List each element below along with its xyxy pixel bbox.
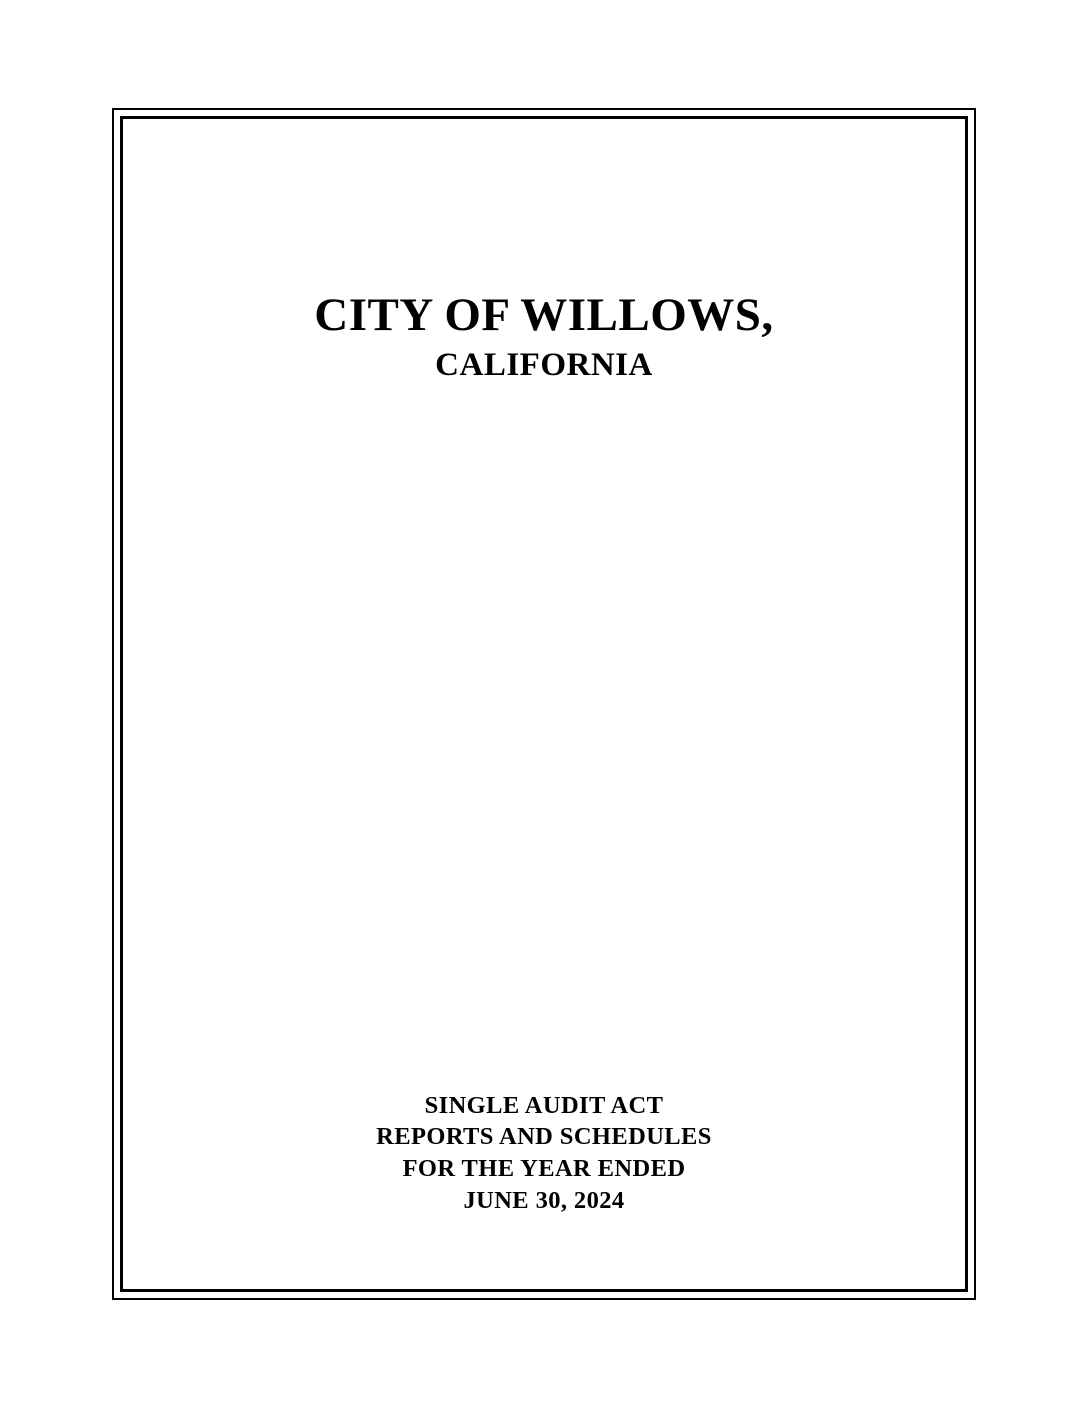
footer-line-report-scope: REPORTS AND SCHEDULES [376,1123,712,1151]
cover-border-outer [112,108,976,1300]
cover-content [123,119,965,1289]
page-title: CITY OF WILLOWS, [314,289,774,341]
cover-border-inner [120,116,968,1292]
footer-line-report-type: SINGLE AUDIT ACT [424,1091,664,1119]
footer-line-period-label: FOR THE YEAR ENDED [402,1155,686,1183]
footer-line-period-date: JUNE 30, 2024 [463,1187,625,1215]
cover-footer-block [123,1090,965,1217]
page-subtitle: CALIFORNIA [435,346,653,383]
cover-title-block [123,289,965,385]
